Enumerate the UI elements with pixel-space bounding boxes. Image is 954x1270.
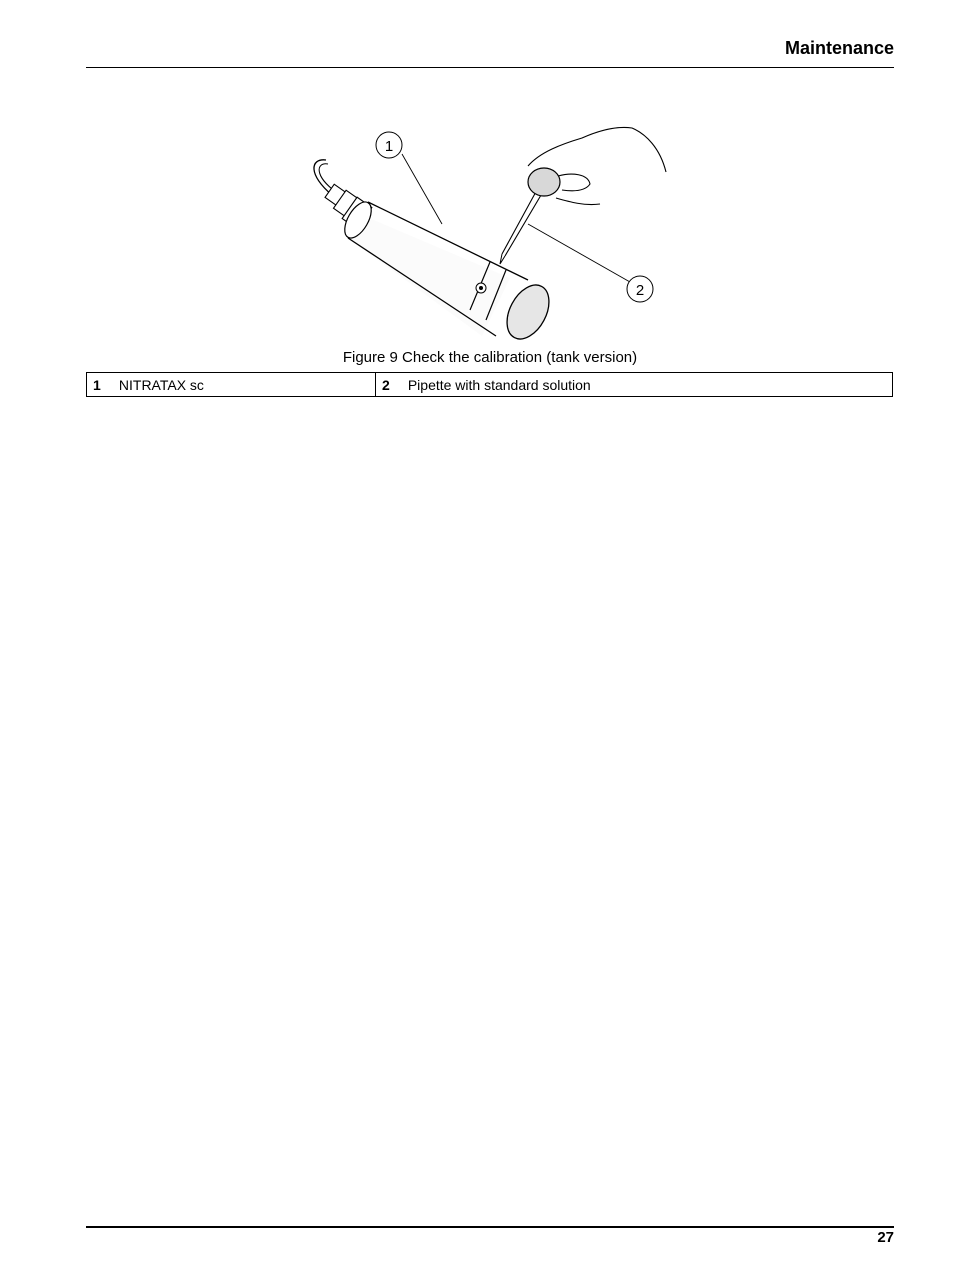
legend-cell — [87, 373, 376, 397]
section-title: Maintenance — [784, 38, 894, 58]
figure-legend-table — [86, 372, 893, 397]
callout-2: 2 — [635, 282, 645, 299]
legend-number: 2 — [381, 376, 390, 393]
header-rule — [86, 67, 894, 68]
callout-1: 1 — [384, 138, 394, 155]
calibration-illustration — [300, 120, 680, 348]
page-number: 27 — [877, 1229, 894, 1246]
legend-number: 1 — [93, 376, 101, 393]
legend-cell — [375, 373, 892, 397]
figure-caption: Figure 9 Check the calibration (tank version) — [342, 349, 638, 366]
legend-label: NITRATAX sc — [118, 376, 204, 393]
legend-row — [87, 373, 893, 397]
footer-rule — [86, 1226, 894, 1228]
sensor-cable — [314, 160, 332, 195]
pipette — [500, 168, 560, 264]
nitratax-sensor-body — [339, 198, 557, 346]
legend-label: Pipette with standard solution — [407, 376, 591, 393]
